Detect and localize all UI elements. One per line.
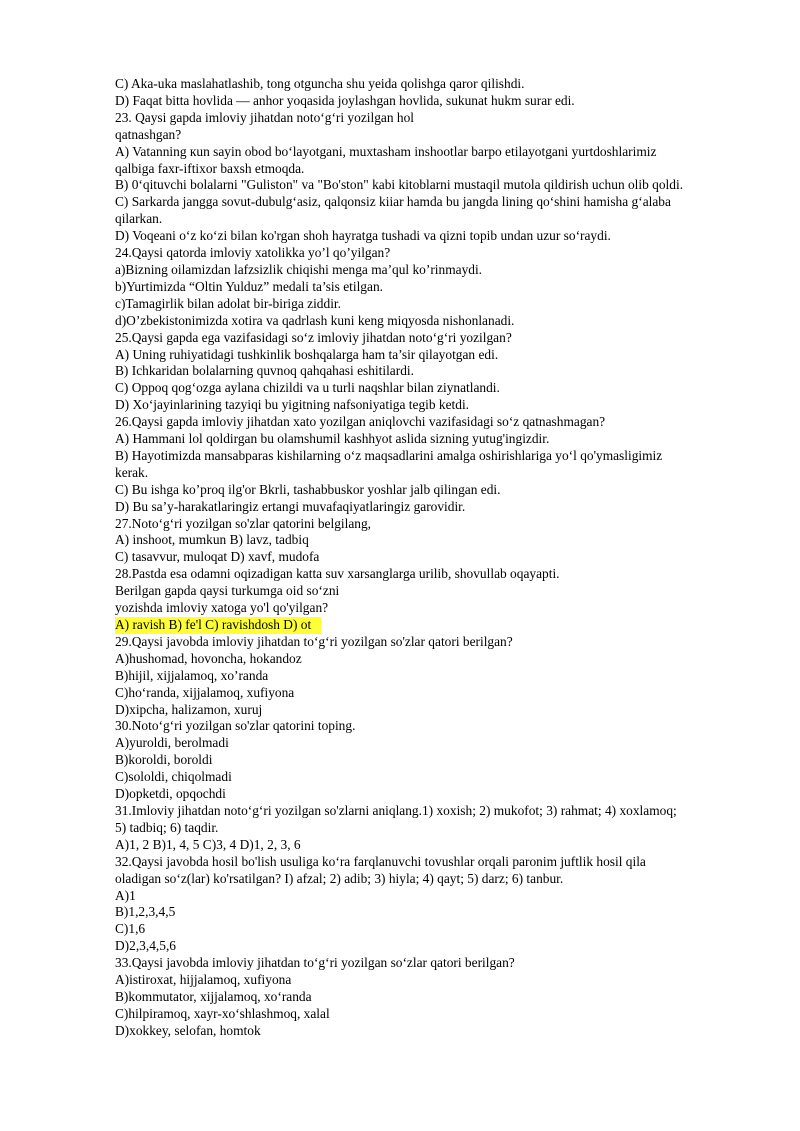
question-26: 26.Qaysi gapda imloviy jihatdan xato yozilgan aniqlovchi vazifasidagi so‘z qatnashmagan? (115, 414, 606, 430)
option-line: C)sololdi, chiqolmadi (115, 769, 232, 785)
question-23: 23. Qaysi gapda imloviy jihatdan noto‘g‘ri yozilgan hol (115, 109, 415, 125)
option-line: A) Uning ruhiyatidagi tushkinlik boshqalarga ham ta’sir qilayotgan edi. (115, 346, 499, 362)
option-line: c)Tamagirlik bilan adolat bir-biriga ziddir. (115, 295, 341, 311)
text-line: qatnashgan? (115, 126, 182, 142)
option-line: C) Bu ishga ko’proq ilg'or Bkrli, tashabbuskor yoshlar jalb qilingan edi. (115, 481, 501, 497)
option-line: C) tasavvur, muloqat D) xavf, mudofa (115, 549, 320, 565)
question-31: 31.Imloviy jihatdan noto‘g‘ri yozilgan so'zlarni aniqlang.1) xoxish; 2) mukofot; 3) rahmat; 4) xoxlamoq; (115, 802, 677, 818)
option-line: A)istiroxat, hijjalamoq, xufiyona (115, 972, 292, 988)
option-line: C)1,6 (115, 921, 146, 937)
option-line: b)Yurtimizda “Oltin Yulduz” medali ta’sis etilgan. (115, 278, 383, 294)
text-line: oladigan so‘z(lar) ko'rsatilgan? I) afzal; 2) adib; 3) hiyla; 4) qayt; 5) darz; 6) tanbur. (115, 870, 564, 886)
question-32: 32.Qaysi javobda hosil bo'lish usuliga ko‘ra farqlanuvchi tovushlar orqali paronim juftlik hosil qila (115, 853, 646, 869)
option-line: B) Ichkaridan bolalarning quvnoq qahqahasi eshitilardi. (115, 363, 414, 379)
option-line: a)Bizning oilamizdan lafzsizlik chiqishi menga ma’qul ko’rinmaydi. (115, 261, 483, 277)
option-line: B) 0‘qituvchi bolalarni "Guliston" va "Bo'ston" kabi kitoblarni mustaqil mutola qildirish uchun olib qoldi. (115, 177, 684, 193)
question-25: 25.Qaysi gapda ega vazifasidagi so‘z imloviy jihatdan noto‘g‘ri yozilgan? (115, 329, 512, 345)
option-line: B)kommutator, xijjalamoq, xo‘randa (115, 988, 312, 1004)
option-line: B)hijil, xijjalamoq, xo’randa (115, 667, 269, 683)
question-27: 27.Noto‘g‘ri yozilgan so'zlar qatorini belgilang, (115, 515, 372, 531)
option-line: d)O’zbekistonimizda xotira va qadrlash kuni keng miqyosda nishonlanadi. (115, 312, 515, 328)
option-line: B)1,2,3,4,5 (115, 904, 176, 920)
option-line: D)2,3,4,5,6 (115, 938, 176, 954)
question-33: 33.Qaysi javobda imloviy jihatdan to‘g‘ri yozilgan so‘zlar qatori berilgan? (115, 955, 515, 971)
option-line: D)xipcha, halizamon, xuruj (115, 701, 263, 717)
question-29: 29.Qaysi javobda imloviy jihatdan to‘g‘ri yozilgan so'zlar qatori berilgan? (115, 633, 513, 649)
text-line: D) Faqat bitta hovlida — anhor yoqasida joylashgan hovlida, sukunat hukm surar edi. (115, 92, 575, 108)
option-line: D) Voqeani o‘z ko‘zi bilan ko'rgan shoh hayratga tushadi va qizni topib undan uzur so‘raydi. (115, 228, 611, 244)
option-line: A) Vatanning кun sayin obod bo‘layotgani, muxtasham inshootlar barpo etilayotgani yurtdoshlarimiz (115, 143, 657, 159)
option-line: C) Oppoq qog‘ozga aylana chizildi va u turli naqshlar bilan ziynatlandi. (115, 380, 500, 396)
question-28: 28.Pastda esa odamni oqizadigan katta suv xarsanglarga urilib, shovullab oqayapti. (115, 566, 560, 582)
option-line: C)ho‘randa, xijjalamoq, xufiyona (115, 684, 295, 700)
option-line: A)yuroldi, berolmadi (115, 735, 229, 751)
text-line: qilarkan. (115, 211, 163, 227)
option-line: C) Sarkarda jangga sovut-dubulg‘asiz, qalqonsiz kiiar hamda bu jangda lining qo‘shini hamisha g‘alaba (115, 194, 671, 210)
text-line: Berilgan gapda qaysi turkumga oid so‘zni (115, 583, 340, 599)
document-page (115, 76, 745, 1040)
option-line: A)1 (115, 887, 136, 903)
option-line: B)koroldi, boroldi (115, 752, 213, 768)
highlight-mark: A) ravish B) fe'l C) ravishdosh D) ot (115, 617, 321, 634)
option-line: C)hilpiramoq, xayr-xo‘shlashmoq, xalal (115, 1005, 330, 1021)
option-line: D) Bu sa’y-harakatlaringiz ertangi muvafaqiyatlaringiz garovidir. (115, 498, 466, 514)
question-30: 30.Noto‘g‘ri yozilgan so'zlar qatorini toping. (115, 718, 356, 734)
text-line: yozishda imloviy xatoga yo'l qo'yilgan? (115, 600, 329, 616)
highlighted-options (115, 617, 745, 634)
option-line: D)opketdi, opqochdi (115, 786, 226, 802)
option-line: A)1, 2 B)1, 4, 5 C)3, 4 D)1, 2, 3, 6 (115, 836, 301, 852)
option-line: D)xokkey, selofan, homtok (115, 1022, 261, 1038)
option-line: A)hushomad, hovoncha, hokandoz (115, 650, 302, 666)
text-line: C) Aka-uka maslahatlashib, tong otguncha shu yeida qolishga qaror qilishdi. (115, 76, 525, 91)
text-line: kerak. (115, 464, 149, 480)
option-line: A) inshoot, mumkun B) lavz, tadbiq (115, 532, 309, 548)
text-line: 5) tadbiq; 6) taqdir. (115, 819, 219, 835)
option-line: D) Xo‘jayinlarining tazyiqi bu yigitning nafsoniyatiga tegib ketdi. (115, 397, 470, 413)
text-line: qalbiga faxr-iftixor baxsh etmoqda. (115, 160, 305, 176)
option-line: A) Hammani lol qoldirgan bu olamshumil kashhyot aslida sizning yutug'ingizdir. (115, 431, 550, 447)
question-24: 24.Qaysi qatorda imloviy xatolikka yo’l qo’yilgan? (115, 245, 391, 261)
option-line: B) Hayotimizda mansabparas kishilarning o‘z maqsadlarini amalga oshirishlariga yo‘l qo'ymasligimiz (115, 447, 663, 463)
